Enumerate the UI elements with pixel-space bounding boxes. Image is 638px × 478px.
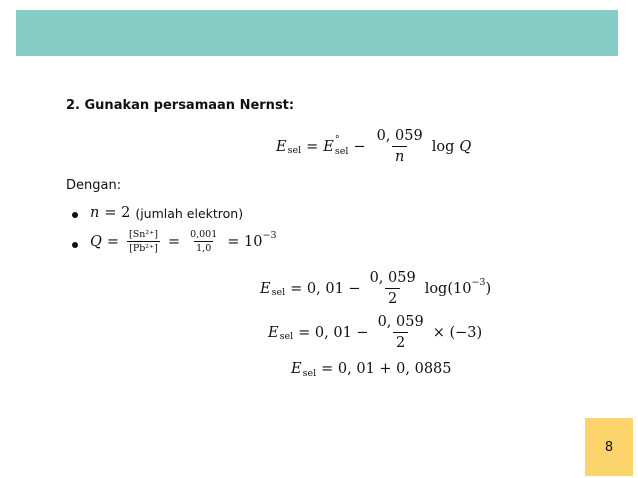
step1-numerator: 0, 059 (369, 270, 416, 286)
page-number: 8 (604, 439, 614, 455)
step2-denominator: 2 (393, 332, 408, 351)
step2-tail: × (−3) (432, 324, 483, 341)
eq-q: Q (459, 138, 472, 155)
eq-minus: − (353, 138, 366, 155)
eq-lhs-sub: sel (287, 145, 302, 156)
step1-mid: = 0, 01 − (290, 280, 361, 297)
step1-lhs-sub: sel (271, 287, 286, 298)
bullet-dot (72, 242, 78, 248)
step2-lhs-sub: sel (279, 331, 294, 342)
page-number-badge (585, 418, 633, 476)
value-numerator: 0,001 (190, 229, 218, 240)
step1-lhs: E (260, 280, 271, 297)
conc-numerator: [Sn²⁺] (129, 229, 158, 240)
item-n-text: (jumlah elektron) (135, 205, 244, 221)
step1-tail: log(10 (424, 280, 472, 297)
item-n-var: n (90, 205, 100, 221)
given-label: Dengan: (66, 178, 122, 193)
item-q-exp: −3 (262, 230, 277, 241)
item-q-eq3: = 10 (227, 233, 263, 250)
step1-close: ) (485, 280, 492, 297)
nernst-equation: E sel = E ° sel − $\frac{0, 059}{n}$ log Q (276, 128, 472, 165)
item-q-eq2: = (167, 233, 181, 250)
step3-rest: = 0, 01 + 0, 0885 (321, 361, 452, 377)
header-bar (16, 10, 618, 56)
eq-log: log (431, 138, 455, 155)
eq-e0: E (323, 138, 334, 155)
eq-numerator: 0, 059 (376, 128, 423, 144)
item-q-eq1: = (106, 233, 120, 250)
step2-numerator: 0, 059 (377, 314, 424, 330)
given-item-n (90, 205, 243, 221)
calc-step-1 (260, 270, 491, 307)
section-heading: 2. Gunakan persamaan Nernst: (66, 98, 295, 113)
step3-lhs-sub: sel (302, 367, 317, 379)
value-denominator: 1,0 (196, 243, 212, 254)
item-n-eq: = 2 (104, 205, 131, 221)
eq-e0-sup: ° (334, 134, 340, 145)
step2-mid: = 0, 01 − (298, 324, 369, 341)
calc-step-2 (268, 314, 482, 351)
eq-e0-sub: sel (334, 145, 349, 157)
step3-lhs: E (291, 361, 302, 377)
step1-denominator: 2 (385, 288, 400, 307)
given-item-q (90, 229, 277, 254)
calc-step-3 (291, 361, 452, 377)
item-q-var: Q (90, 233, 102, 250)
bullet-dot (72, 212, 78, 218)
conc-denominator: [Pb²⁺] (129, 243, 158, 254)
step1-exp: −3 (471, 277, 486, 288)
eq-denominator: n (392, 146, 407, 165)
step2-lhs: E (268, 324, 279, 341)
eq-lhs: E (276, 138, 287, 155)
